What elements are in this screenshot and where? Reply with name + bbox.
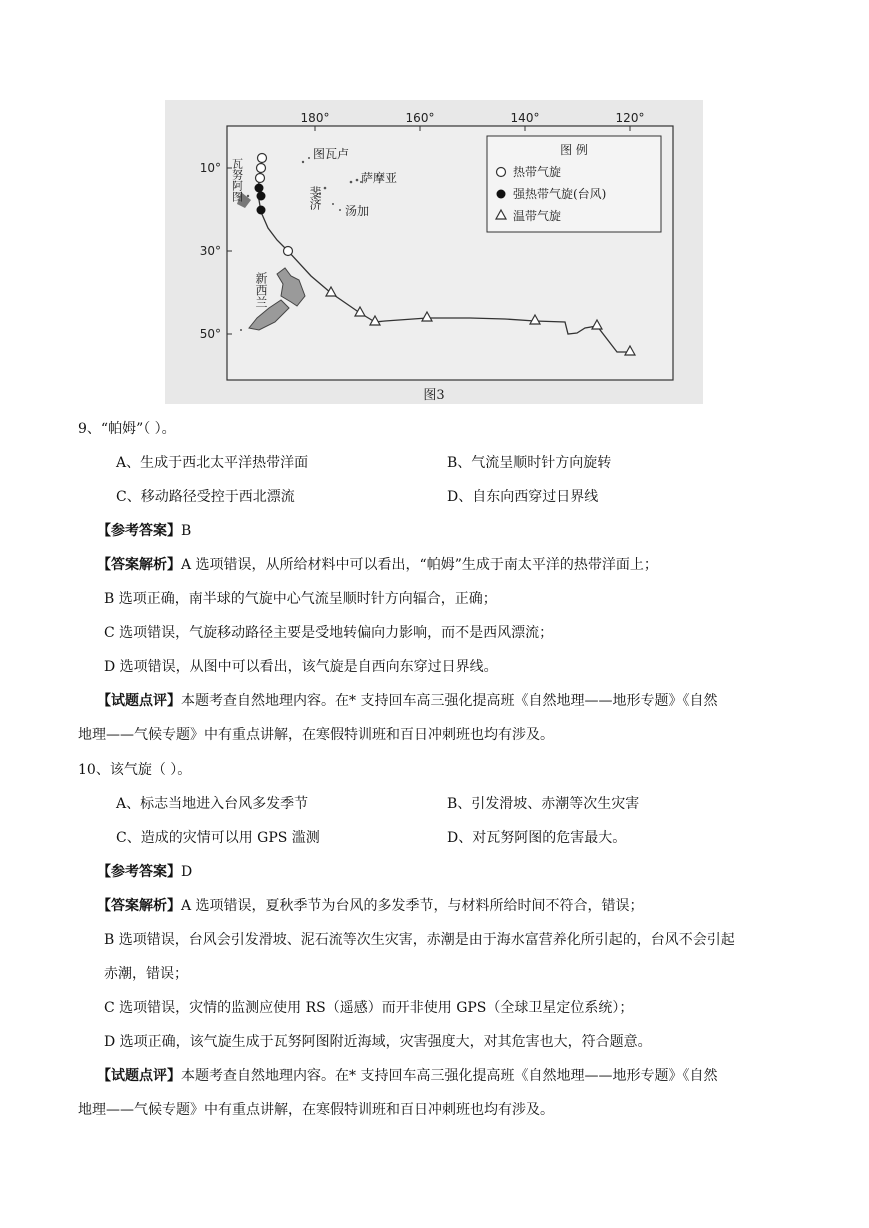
lon-label-120: 120° [615, 111, 645, 125]
q9-answer-tag: 【参考答案】 [97, 523, 181, 539]
q9-answer-value: B [181, 523, 192, 539]
q10-analysis-d: D 选项正确，该气旋生成于瓦努阿图附近海域，灾害强度大，对其危害也大，符合题意。 [104, 1034, 652, 1050]
legend-tropical-label: 热带气旋 [513, 165, 562, 179]
q10-analysis-b-2: 赤潮，错误； [104, 966, 188, 982]
q9-option-a: A、生成于西北太平洋热带洋面 [116, 455, 309, 471]
q9-analysis-a: A 选项错误，从所给材料中可以看出，“帕姆”生成于南太平洋的热带洋面上； [181, 557, 658, 573]
q9-comment-2: 地理——气候专题》中有重点讲解，在寒假特训班和百日冲刺班也均有涉及。 [78, 727, 554, 743]
q10-analysis-a: A 选项错误，夏秋季节为台风的多发季节，与材料所给时间不符合，错误； [181, 898, 644, 914]
marker-tropical [284, 247, 293, 256]
q9-comment-line [97, 691, 717, 711]
lat-label-30: 30° [199, 244, 221, 258]
q9-analysis-line [97, 555, 658, 575]
q10-option-b: B、引发滑坡、赤潮等次生灾害 [447, 796, 640, 812]
label-samoa: 萨摩亚 [361, 171, 398, 185]
lon-label-180: 180° [300, 111, 330, 125]
q9-option-d: D、自东向西穿过日界线 [447, 489, 599, 505]
q9-comment-1: 本题考查自然地理内容。在* 支持回车高三强化提高班《自然地理——地形专题》《自然 [181, 693, 718, 709]
legend-title: 图 例 [560, 143, 588, 157]
legend-tropical-marker [497, 168, 506, 177]
q10-comment-2: 地理——气候专题》中有重点讲解，在寒假特训班和百日冲刺班也均有涉及。 [78, 1102, 554, 1118]
q10-option-d: D、对瓦努阿图的危害最大。 [447, 830, 627, 846]
q10-analysis-tag: 【答案解析】 [97, 898, 181, 914]
label-fiji: 斐济 [308, 186, 322, 210]
marker-strong [255, 184, 264, 193]
marker-tropical [256, 174, 265, 183]
q10-stem: 10、该气旋（ ）。 [78, 762, 192, 778]
legend-strong-marker [497, 190, 506, 199]
cyclone-track-map [165, 100, 703, 404]
label-tonga: 汤加 [345, 204, 370, 218]
q9-analysis-b: B 选项正确，南半球的气旋中心气流呈顺时针方向辐合，正确； [104, 591, 497, 607]
q9-answer [97, 521, 191, 541]
legend-extratropical-label: 温带气旋 [513, 209, 562, 223]
marker-tropical [257, 164, 266, 173]
lat-label-10: 10° [199, 161, 221, 175]
q10-analysis-c: C 选项错误，灾情的监测应使用 RS（遥感）而开非使用 GPS（全球卫星定位系统）； [104, 1000, 634, 1016]
q9-stem: 9、“帕姆”（ ）。 [78, 421, 176, 437]
q10-option-a: A、标志当地进入台风多发季节 [116, 796, 309, 812]
label-new-zealand: 新西兰 [254, 272, 268, 308]
q9-option-b: B、气流呈顺时针方向旋转 [447, 455, 612, 471]
marker-strong [257, 192, 266, 201]
q10-answer-value: D [181, 864, 193, 880]
q9-analysis-c: C 选项错误，气旋移动路径主要是受地转偏向力影响，而不是西风漂流； [104, 625, 554, 641]
q10-comment-line [97, 1066, 717, 1086]
label-vanuatu: 瓦努阿图 [230, 158, 244, 202]
marker-tropical [258, 154, 267, 163]
lat-label-50: 50° [199, 327, 221, 341]
q10-option-c: C、造成的灾情可以用 GPS 滥测 [116, 830, 320, 846]
q9-analysis-d: D 选项错误，从图中可以看出，该气旋是自西向东穿过日界线。 [104, 659, 498, 675]
figure-caption: 图3 [423, 388, 445, 403]
q10-answer [97, 862, 192, 882]
lon-label-160: 160° [405, 111, 435, 125]
q9-analysis-tag: 【答案解析】 [97, 557, 181, 573]
q10-analysis-b-1: B 选项错误，台风会引发滑坡、泥石流等次生灾害，赤潮是由于海水富营养化所引起的，台风不会引起 [104, 932, 735, 948]
lon-label-140: 140° [510, 111, 540, 125]
q10-answer-tag: 【参考答案】 [97, 864, 181, 880]
q10-comment-tag: 【试题点评】 [97, 1068, 181, 1084]
q9-comment-tag: 【试题点评】 [97, 693, 181, 709]
label-tuvalu: 图瓦卢 [313, 147, 350, 161]
marker-strong [257, 206, 266, 215]
legend-strong-label: 强热带气旋(台风) [513, 187, 607, 201]
q10-analysis-line [97, 896, 644, 916]
q10-comment-1: 本题考查自然地理内容。在* 支持回车高三强化提高班《自然地理——地形专题》《自然 [181, 1068, 718, 1084]
q9-option-c: C、移动路径受控于西北漂流 [116, 489, 295, 505]
